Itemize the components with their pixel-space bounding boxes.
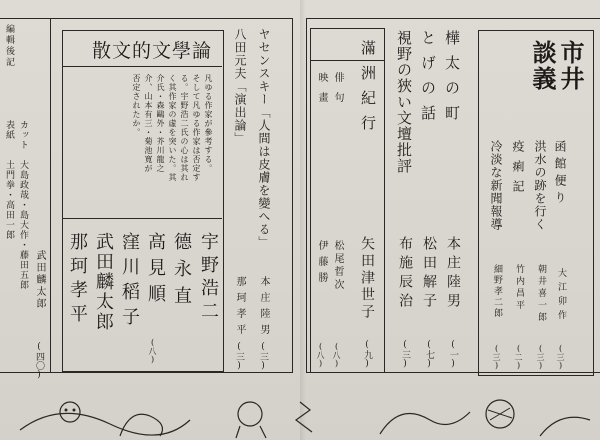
manshu-left-rule	[310, 28, 311, 373]
shijo-item-author: 朝井喜一郎	[536, 264, 546, 324]
shijo-item-page: (二)	[514, 344, 523, 370]
blurb-line: る。宇野浩二氏の心は其れ	[180, 74, 189, 182]
shijo-item-author: 竹内昌平	[514, 264, 524, 312]
misc-page: (八)	[332, 342, 341, 368]
blurb-line: 凡ゆる作家が參考する。	[204, 74, 213, 173]
misc-page: (八)	[316, 342, 325, 368]
misc-author: 伊藤勝	[316, 240, 327, 288]
cut-label: カット	[18, 120, 28, 150]
author-takami-page: (八)	[148, 338, 157, 364]
feature-author: 本庄陸男	[445, 236, 461, 312]
editor-author: 武田麟太郎	[34, 250, 45, 310]
top-rule-right	[306, 18, 600, 19]
manshu-author: 矢田津世子	[359, 236, 375, 321]
feature-author: 布施辰治	[397, 236, 413, 312]
author-kubokawa: 窪川稻子	[119, 232, 140, 332]
misc-author: 松尾晢次	[332, 240, 343, 292]
blurb-line: そして凡ゆる作家は否定す	[192, 74, 201, 182]
author-tokunaga: 德永直	[171, 232, 192, 313]
blurb-line: 介氏・森鷗外・芥川龍之	[156, 74, 165, 173]
shijo-item-title: 冷淡な新聞報導	[489, 140, 503, 231]
author-naka: 那珂孝平	[67, 232, 88, 328]
article-author: 那珂孝平	[234, 276, 245, 340]
left-page-edge	[292, 18, 293, 373]
essay-title-rule	[63, 66, 222, 67]
cover-label: 表紙	[4, 120, 14, 140]
cut-credit: 大島政哉・島大作・藤田五郎	[18, 160, 28, 290]
feature-author: 松田解子	[421, 236, 437, 312]
author-takeda: 武田麟太郎	[93, 232, 114, 332]
author-uno: 宇野浩二	[198, 232, 219, 324]
article-title: ヤセンスキー「人間は皮膚を變へる」	[257, 28, 271, 249]
feature-title: 視野の狹い文壇批評	[395, 30, 413, 174]
article-page: (三)	[258, 342, 268, 371]
sidebar-divider	[50, 18, 51, 373]
shijo-header-2: 談義	[528, 40, 557, 92]
misc-label: 俳句	[332, 72, 343, 112]
blurb-line: 介、山本有三・菊池寛が	[144, 74, 153, 173]
feature-page: (七)	[424, 340, 434, 369]
blurb-line: く其作家の虛を突いた。其	[168, 74, 177, 182]
shijo-header-1: 市井	[556, 40, 585, 92]
shijo-item-author: 細野孝二郎	[492, 264, 502, 319]
cover-credit: 土門拳・高田一郎	[4, 160, 14, 240]
manshu-title: 滿洲紀行	[359, 40, 377, 140]
shijo-item-title: 洪水の跡を行く	[533, 140, 547, 231]
feature-page: (一)	[448, 340, 458, 369]
essay-title: 散文的文學論	[92, 40, 213, 62]
feature-title: とげの話	[419, 30, 437, 130]
shijo-item-title: 函館便り	[553, 140, 567, 208]
article-author: 本庄陸男	[258, 276, 269, 340]
shijo-item-page: (三)	[536, 344, 545, 370]
top-rule-left	[0, 18, 292, 19]
essay-blurb-rule	[63, 218, 222, 219]
manshu-right-rule	[384, 28, 385, 373]
feature-title: 樺太の町	[443, 30, 461, 130]
article-title: 八田元夫「演出論」	[233, 28, 247, 145]
shijo-item-page: (三)	[556, 344, 565, 370]
manshu-page: (九)	[362, 340, 372, 369]
manshu-top-rule	[310, 28, 384, 29]
right-page-edge	[306, 18, 307, 373]
shijo-item-author: 大江卯作	[556, 268, 566, 324]
author-takami: 高見順	[145, 232, 166, 310]
editor-page: (四〇)	[34, 342, 44, 380]
blurb-line: 否定されたか。	[132, 74, 141, 137]
shijo-item-title: 疫痢記	[511, 140, 525, 200]
editor-note-label: 編輯後記	[4, 24, 14, 68]
shijo-item-page: (三)	[492, 344, 501, 370]
article-page: (三)	[234, 342, 244, 371]
feature-page: (三)	[400, 340, 410, 369]
cartoon-strip-illustration	[0, 390, 600, 440]
misc-label: 映畫	[316, 72, 327, 112]
